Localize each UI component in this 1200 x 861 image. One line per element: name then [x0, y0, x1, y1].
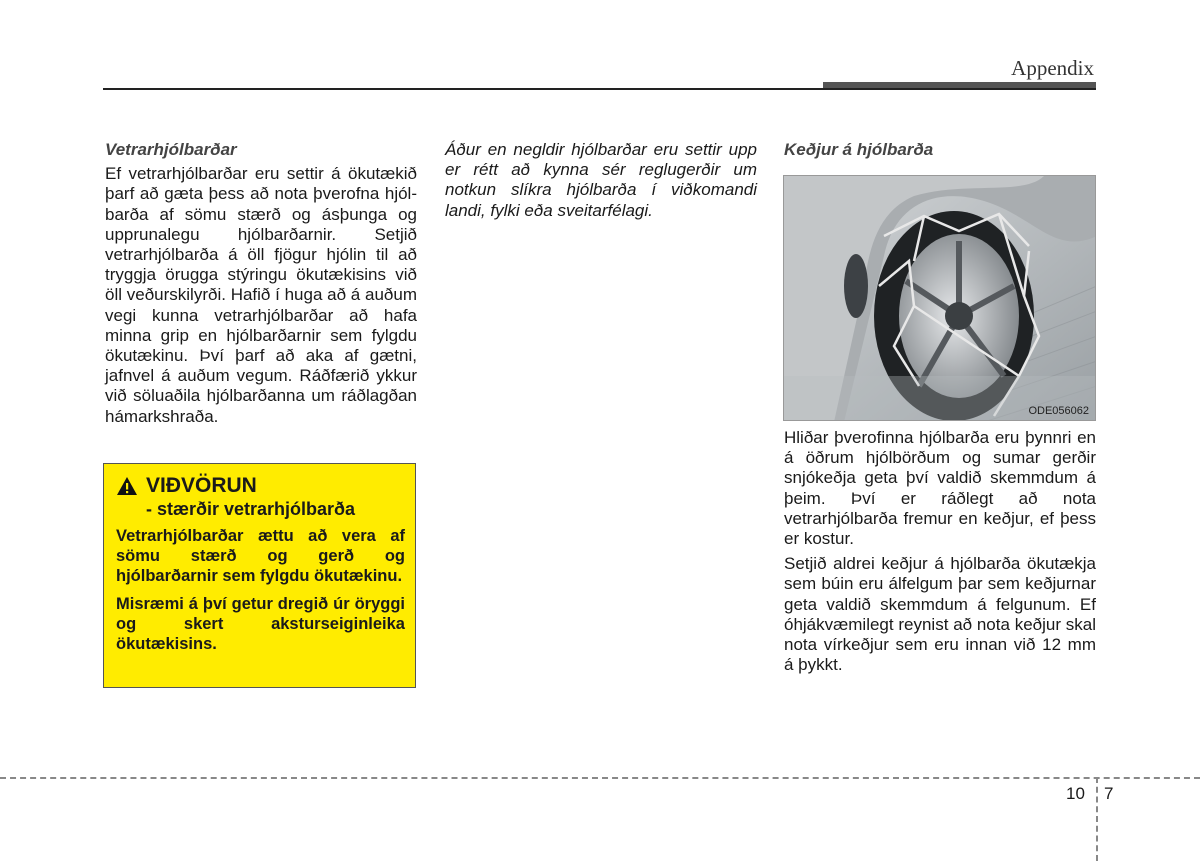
- tire-chains-paragraph-2: Setjið aldrei keðjur á hjólbarða ökutækja sem búin eru álfelgum þar sem keðjurnar geta valdið skemmdum á felgunum. Ef óhjákvæmilegt reynist að nota keðjur skal nota vírkeðjur sem eru innan við 12 mm á þykkt.: [784, 554, 1096, 675]
- page-number: 7: [1104, 784, 1114, 803]
- warning-paragraph-2: Misræmi á því getur dregið úr öryggi og skert aksturseiginleika ökutækisins.: [116, 594, 405, 654]
- tire-chain-photo: [783, 175, 1096, 421]
- photo-caption: ODE056062: [1028, 405, 1089, 417]
- column-left: [105, 140, 417, 427]
- warning-title: VIÐVÖRUN: [146, 474, 257, 497]
- column-right: [784, 140, 1096, 164]
- warning-paragraph-1: Vetrarhjólbarðar ættu að vera af sömu stærð og gerð og hjólbarðarnir sem fylgdu ökutækinu.: [116, 527, 405, 586]
- warning-triangle-icon: [116, 476, 138, 496]
- warning-box: [103, 463, 416, 688]
- warning-title-row: [116, 474, 405, 498]
- footer-page-separator: [1096, 777, 1098, 861]
- tire-chains-body: [784, 428, 1096, 675]
- column-middle: [445, 140, 757, 221]
- section-number: 10: [1066, 784, 1085, 803]
- studded-tires-paragraph: Áður en negldir hjólbarðar eru settir upp er rétt að kynna sér reglugerðir um notkun slíkra hjólbarða í viðkomandi landi, fylki eða sveitarfélagi.: [445, 140, 757, 220]
- footer-dashed-rule: [0, 777, 1200, 779]
- section-heading-tire-chains: Keðjur á hjólbarða: [784, 140, 934, 159]
- warning-subtitle: - stærðir vetrarhjólbarða: [146, 499, 356, 519]
- section-heading-winter-tires: Vetrarhjólbarðar: [105, 140, 237, 159]
- header-rule: [103, 88, 1096, 90]
- header-title: Appendix: [1011, 56, 1094, 80]
- winter-tires-paragraph: Ef vetrarhjólbarðar eru settir á ökutækið þarf að gæta þess að nota þverofna hjól- barða af sömu stærð og ásþunga og upprunalegu hjólbarðarnir. Setjið vetrarhjólbarða á öll fjögur hjólin til að tryggja örugga stýringu ökutækisins við öll veðurskilyrði. Hafið í huga að á auðum vegi kunna vetrarhjólbarðar að hafa minna grip en hjólbarðarnir sem fylgdu ökutækinu. Því þarf að aka af gætni, jafnvel á auðum vegum. Ráðfærið ykkur við söluaðila hjólbarðanna um ráðlagðan hámarkshraða.: [105, 164, 417, 426]
- car-wheel-with-chains-image: [784, 176, 1096, 421]
- tire-chains-paragraph-1: Hliðar þverofinna hjólbarða eru þynnri en á öðrum hjólbörðum og sumar gerðir snjókeðja geta því valdið skemmdum á þeim. Því er ráðlegt að nota vetrarhjólbarða fremur en keðjur, ef þess er kostur.: [784, 428, 1096, 549]
